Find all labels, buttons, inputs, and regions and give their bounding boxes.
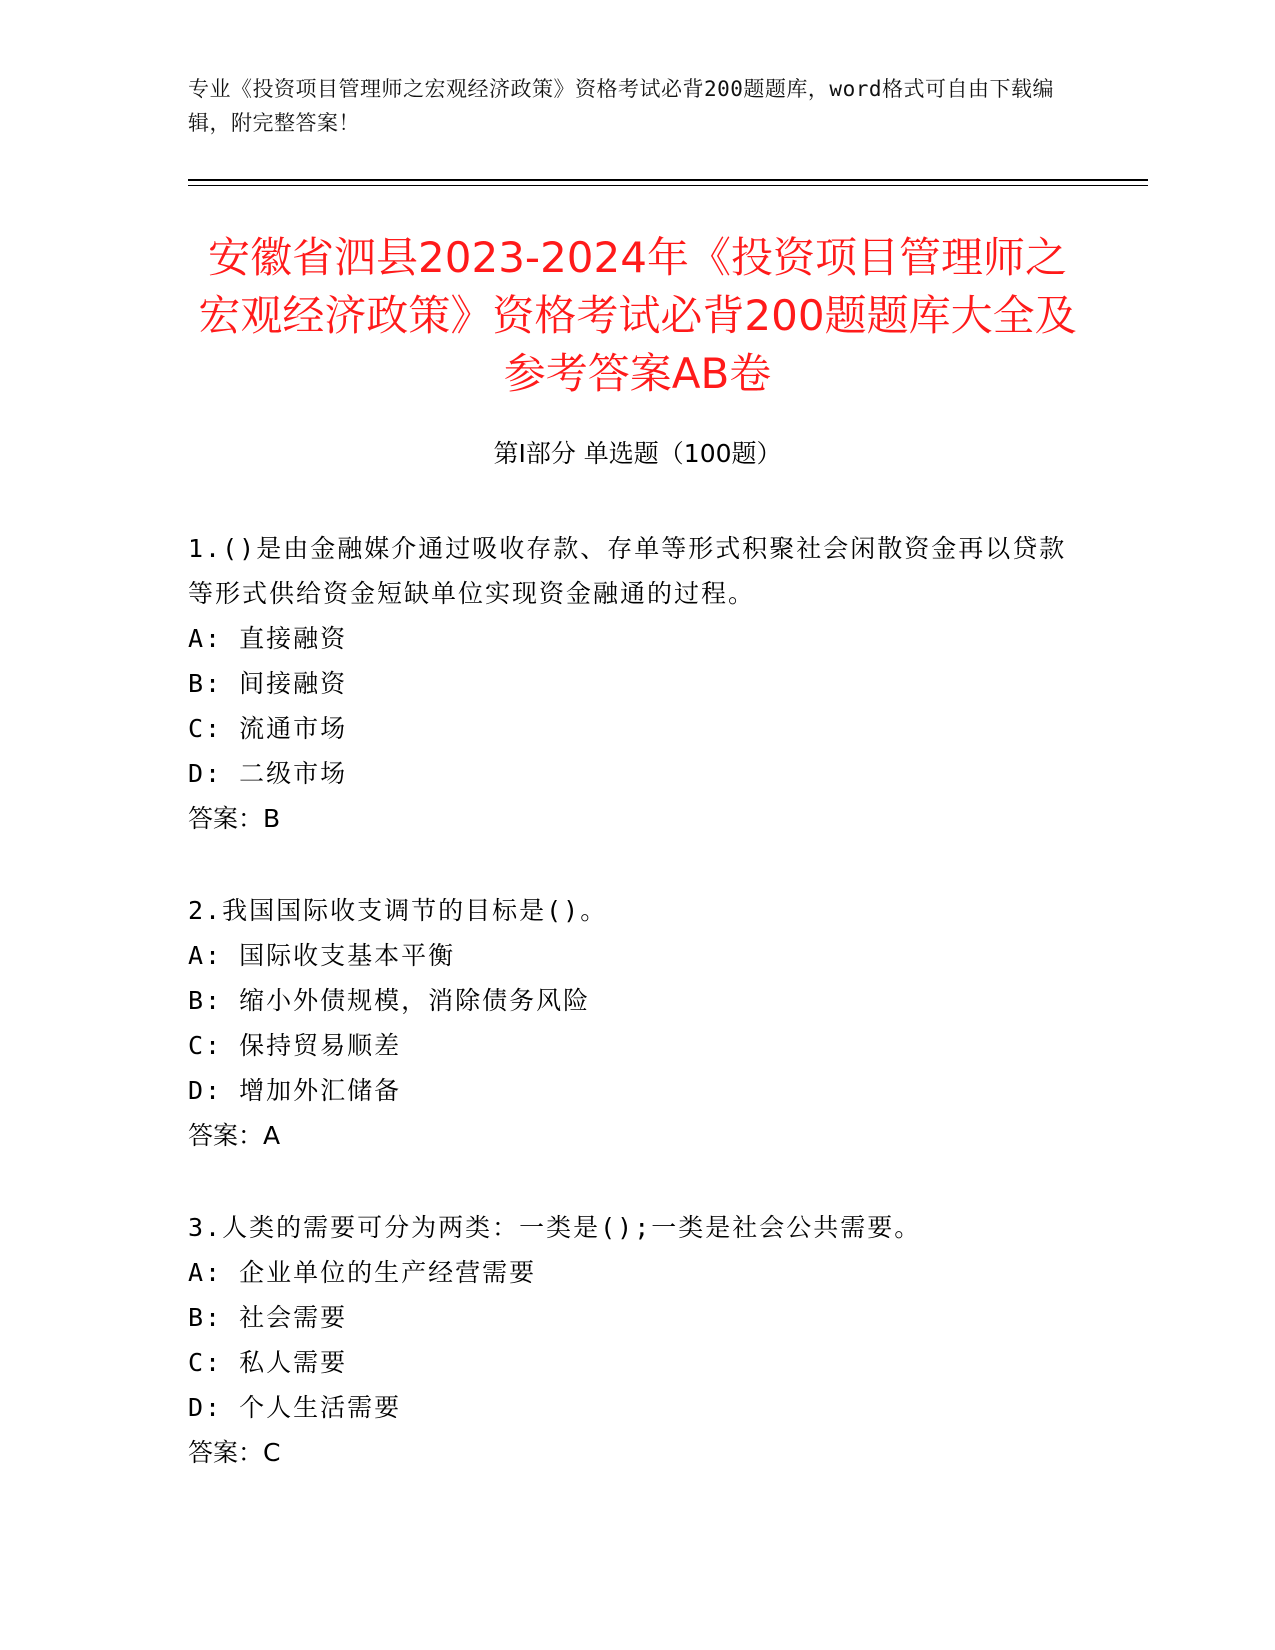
- option-a: A: 企业单位的生产经营需要: [188, 1258, 537, 1287]
- option-d: D: 个人生活需要: [188, 1393, 402, 1422]
- option-a: A: 直接融资: [188, 624, 348, 653]
- answer: 答案：C: [188, 1438, 281, 1467]
- question-3: [188, 1205, 1068, 1475]
- header-note: 专业《投资项目管理师之宏观经济政策》资格考试必背200题题库，word格式可自由下载编辑，附完整答案！: [188, 77, 1054, 135]
- question-2: [188, 888, 1068, 1158]
- question-stem: 2.我国国际收支调节的目标是()。: [188, 896, 608, 925]
- document-title: 安徽省泗县2023-2024年《投资项目管理师之宏观经济政策》资格考试必背200题题库大全及参考答案AB卷: [198, 233, 1077, 398]
- option-a: A: 国际收支基本平衡: [188, 941, 456, 970]
- question-list: [188, 526, 1068, 1522]
- answer: 答案：B: [188, 804, 281, 833]
- option-d: D: 二级市场: [188, 759, 348, 788]
- option-b: B: 间接融资: [188, 669, 348, 698]
- option-b: B: 缩小外债规模，消除债务风险: [188, 986, 591, 1015]
- header-divider-thin: [188, 185, 1148, 186]
- question-1: [188, 526, 1068, 841]
- header-divider-thick: [188, 179, 1148, 181]
- option-d: D: 增加外汇储备: [188, 1076, 402, 1105]
- option-b: B: 社会需要: [188, 1303, 348, 1332]
- answer: 答案：A: [188, 1121, 281, 1150]
- question-stem: 1.()是由金融媒介通过吸收存款、存单等形式积聚社会闲散资金再以贷款等形式供给资金短缺单位实现资金融通的过程。: [188, 534, 1067, 608]
- option-c: C: 保持贸易顺差: [188, 1031, 402, 1060]
- option-c: C: 私人需要: [188, 1348, 348, 1377]
- question-stem: 3.人类的需要可分为两类：一类是();一类是社会公共需要。: [188, 1213, 922, 1242]
- option-c: C: 流通市场: [188, 714, 348, 743]
- section-title: 第Ⅰ部分 单选题（100题）: [493, 439, 782, 468]
